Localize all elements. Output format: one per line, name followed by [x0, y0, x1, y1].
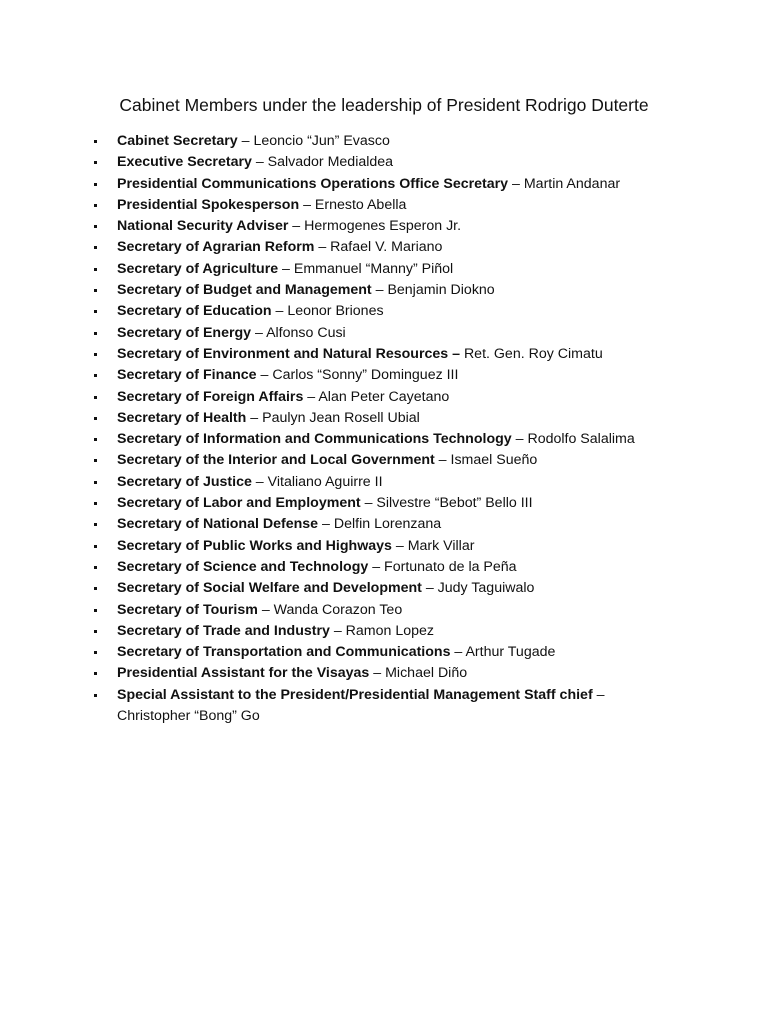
- list-item: [92, 259, 677, 280]
- member-position: Secretary of Budget and Management: [117, 282, 372, 299]
- member-name: Alan Peter Cayetano: [318, 388, 450, 405]
- list-item: [92, 216, 677, 237]
- separator: –: [329, 622, 346, 639]
- list-item: [92, 663, 677, 684]
- member-name: Ramon Lopez: [345, 622, 435, 639]
- separator: –: [299, 196, 315, 213]
- member-name: Alfonso Cusi: [266, 324, 346, 341]
- member-position: Secretary of Justice: [117, 473, 252, 490]
- separator: –: [246, 409, 263, 426]
- member-name: Mark Villar: [407, 537, 475, 554]
- bullet-icon: [94, 672, 97, 675]
- separator: –: [271, 303, 288, 320]
- member-position: Cabinet Secretary: [117, 133, 238, 149]
- member-position: Secretary of Environment and Natural Resources –: [117, 345, 460, 362]
- list-item: [92, 429, 677, 450]
- list-item: [92, 557, 677, 578]
- member-name: Vitaliano Aguirre II: [267, 473, 383, 490]
- member-name: Leoncio “Jun” Evasco: [253, 133, 390, 149]
- member-position: Presidential Assistant for the Visayas: [117, 665, 370, 682]
- member-name: Judy Taguiwalo: [437, 580, 535, 597]
- separator: –: [592, 686, 605, 703]
- member-name: Leonor Briones: [287, 303, 384, 320]
- bullet-icon: [94, 502, 97, 505]
- bullet-icon: [94, 396, 97, 399]
- bullet-icon: [94, 161, 97, 164]
- member-position: Secretary of Transportation and Communications: [117, 644, 451, 661]
- separator: –: [303, 388, 319, 405]
- separator: –: [314, 239, 331, 256]
- member-position: Secretary of Trade and Industry: [117, 622, 330, 639]
- separator: –: [369, 665, 386, 682]
- bullet-icon: [94, 246, 97, 249]
- separator: –: [251, 324, 267, 341]
- bullet-icon: [94, 566, 97, 569]
- member-position: Secretary of Energy: [117, 324, 252, 341]
- bullet-icon: [94, 225, 97, 228]
- separator: –: [318, 516, 334, 533]
- member-position: Secretary of Labor and Employment: [117, 495, 361, 512]
- member-position: Secretary of Tourism: [117, 601, 258, 618]
- member-name: Martin Andanar: [523, 175, 621, 192]
- member-position: Secretary of Foreign Affairs: [117, 388, 304, 405]
- bullet-icon: [94, 183, 97, 186]
- separator: –: [237, 133, 254, 149]
- member-name: Rafael V. Mariano: [330, 239, 443, 256]
- member-position: National Security Adviser: [117, 218, 289, 235]
- separator: –: [288, 218, 305, 235]
- list-item: [92, 514, 677, 535]
- bullet-icon: [94, 438, 97, 441]
- separator: –: [511, 431, 528, 448]
- member-position: Special Assistant to the President/Presidential Management Staff chief: [117, 686, 593, 703]
- bullet-icon: [94, 268, 97, 271]
- list-item: [92, 450, 677, 471]
- member-position: Secretary of Agriculture: [117, 260, 279, 277]
- member-position: Secretary of National Defense: [117, 516, 319, 533]
- list-item: [92, 280, 677, 301]
- list-item: [92, 365, 677, 386]
- bullet-icon: [94, 140, 97, 143]
- list-item: [92, 323, 677, 344]
- separator: –: [450, 644, 466, 661]
- member-position: Presidential Spokesperson: [117, 196, 300, 213]
- member-name: Ret. Gen. Roy Cimatu: [463, 345, 603, 362]
- member-name: Wanda Corazon Teo: [273, 601, 403, 618]
- bullet-icon: [94, 651, 97, 654]
- member-name: Christopher “Bong” Go: [117, 708, 260, 725]
- cabinet-members-list: [92, 131, 677, 727]
- member-name: Paulyn Jean Rosell Ubial: [262, 409, 420, 426]
- list-item: [92, 472, 677, 493]
- list-item: [92, 600, 677, 621]
- member-position: Secretary of Science and Technology: [117, 558, 369, 575]
- list-item: [92, 578, 677, 599]
- separator: –: [251, 473, 268, 490]
- list-item: [92, 301, 677, 322]
- separator: –: [360, 495, 377, 512]
- member-name: Arthur Tugade: [465, 644, 556, 661]
- list-item: [92, 408, 677, 429]
- member-position: Secretary of Education: [117, 303, 272, 320]
- bullet-icon: [94, 459, 97, 462]
- member-position: Secretary of Health: [117, 409, 247, 426]
- member-position: Executive Secretary: [117, 154, 252, 171]
- separator: –: [371, 282, 388, 299]
- member-position: Secretary of Agrarian Reform: [117, 239, 315, 256]
- member-name: Ernesto Abella: [314, 196, 407, 213]
- bullet-icon: [94, 353, 97, 356]
- bullet-icon: [94, 609, 97, 612]
- member-position: Secretary of the Interior and Local Government: [117, 452, 435, 469]
- bullet-icon: [94, 289, 97, 292]
- member-position: Secretary of Information and Communications Technology: [117, 431, 512, 448]
- separator: –: [391, 537, 408, 554]
- member-name: Fortunato de la Peña: [384, 558, 517, 575]
- list-item: [92, 152, 677, 173]
- member-position: Presidential Communications Operations Office Secretary: [117, 175, 509, 192]
- bullet-icon: [94, 332, 97, 335]
- list-item: [92, 195, 677, 216]
- list-item: [92, 536, 677, 557]
- list-item: [92, 131, 677, 152]
- separator: –: [251, 154, 268, 171]
- member-name: Benjamin Diokno: [387, 282, 495, 299]
- member-name: Silvestre “Bebot” Bello III: [376, 495, 533, 512]
- member-name: Delfin Lorenzana: [333, 516, 442, 533]
- bullet-icon: [94, 523, 97, 526]
- bullet-icon: [94, 694, 97, 697]
- member-name: Emmanuel “Manny” Piñol: [293, 260, 454, 277]
- list-item: [92, 237, 677, 258]
- member-name: Michael Diño: [385, 665, 468, 682]
- separator: –: [256, 367, 273, 384]
- separator: –: [368, 558, 385, 575]
- member-name: Hermogenes Esperon Jr.: [304, 218, 462, 235]
- separator: –: [257, 601, 274, 618]
- member-name: Ismael Sueño: [450, 452, 538, 469]
- bullet-icon: [94, 310, 97, 313]
- bullet-icon: [94, 587, 97, 590]
- bullet-icon: [94, 630, 97, 633]
- list-item: [92, 621, 677, 642]
- list-item: [92, 685, 677, 728]
- document-title: Cabinet Members under the leadership of President Rodrigo Duterte: [119, 95, 649, 115]
- list-item: [92, 174, 677, 195]
- member-name: Salvador Medialdea: [267, 154, 394, 171]
- separator: –: [278, 260, 294, 277]
- bullet-icon: [94, 481, 97, 484]
- bullet-icon: [94, 374, 97, 377]
- separator: –: [421, 580, 438, 597]
- bullet-icon: [94, 545, 97, 548]
- member-position: Secretary of Social Welfare and Development: [117, 580, 422, 597]
- list-item: [92, 387, 677, 408]
- bullet-icon: [94, 204, 97, 207]
- separator: –: [508, 175, 524, 192]
- bullet-icon: [94, 417, 97, 420]
- member-position: Secretary of Public Works and Highways: [117, 537, 392, 554]
- member-position: Secretary of Finance: [117, 367, 257, 384]
- list-item: [92, 642, 677, 663]
- member-name: Carlos “Sonny” Dominguez III: [272, 367, 459, 384]
- separator: –: [434, 452, 451, 469]
- list-item: [92, 493, 677, 514]
- list-item: [92, 344, 677, 365]
- member-name: Rodolfo Salalima: [527, 431, 635, 448]
